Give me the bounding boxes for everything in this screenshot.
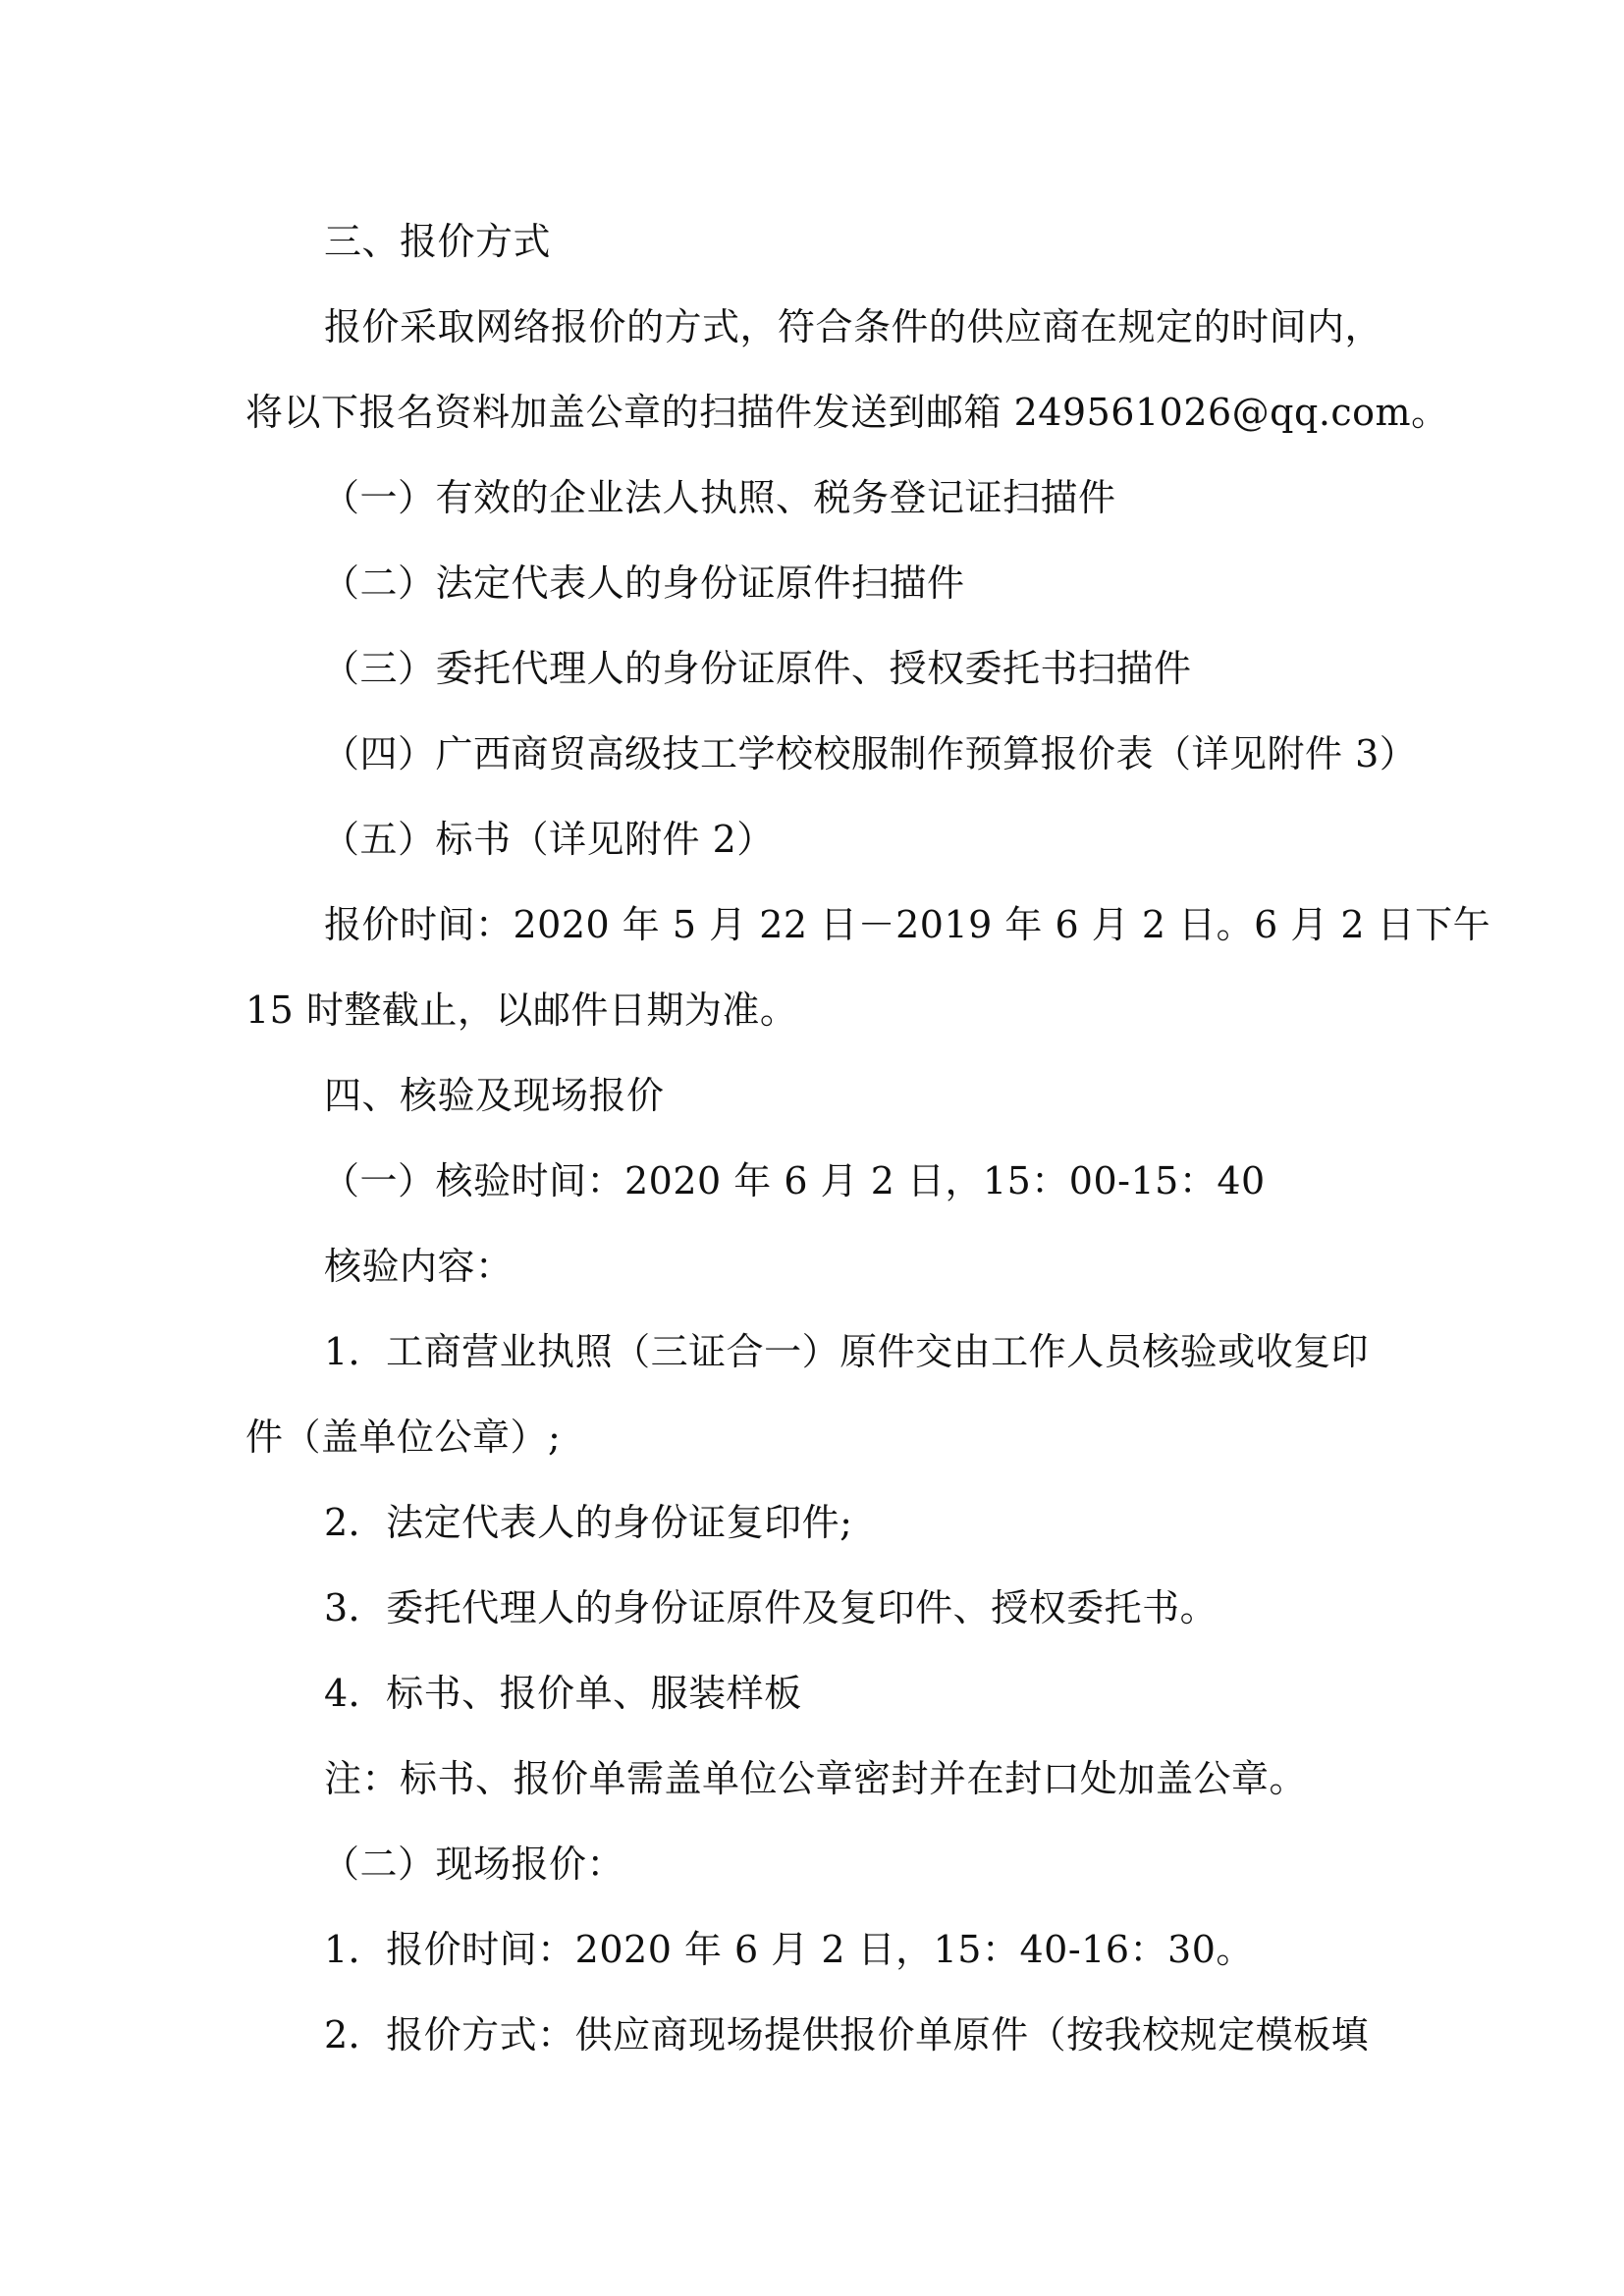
- numbered-item-3: 3．委托代理人的身份证原件及复印件、授权委托书。: [324, 1586, 1218, 1629]
- paragraph-line: 报价采取网络报价的方式，符合条件的供应商在规定的时间内，: [324, 305, 1383, 348]
- numbered-item-2: 2．法定代表人的身份证复印件;: [324, 1501, 853, 1544]
- numbered-item-4: 4．标书、报价单、服装样板: [324, 1672, 802, 1715]
- onsite-item-1: 1．报价时间：2020 年 6 月 2 日，15：40-16：30。: [324, 1928, 1254, 1971]
- verification-content-label: 核验内容：: [324, 1245, 514, 1288]
- verification-time: （一）核验时间：2020 年 6 月 2 日，15：00-15：40: [322, 1159, 1266, 1202]
- numbered-item-1: 1．工商营业执照（三证合一）原件交由工作人员核验或收复印: [324, 1330, 1370, 1373]
- list-item-3: （三）委托代理人的身份证原件、授权委托书扫描件: [322, 647, 1192, 690]
- paragraph-line-email: 将以下报名资料加盖公章的扫描件发送到邮箱 249561026@qq.com。: [245, 391, 1449, 434]
- section-heading-verification: 四、核验及现场报价: [324, 1074, 665, 1117]
- note-line: 注：标书、报价单需盖单位公章密封并在封口处加盖公章。: [324, 1757, 1308, 1800]
- onsite-quote-heading: （二）现场报价：: [322, 1842, 625, 1886]
- quote-time-line: 报价时间：2020 年 5 月 22 日－2019 年 6 月 2 日。6 月 2 日下午: [324, 903, 1491, 946]
- numbered-item-1-continuation: 件（盖单位公章）;: [245, 1415, 562, 1459]
- quote-time-continuation: 15 时整截止，以邮件日期为准。: [245, 988, 798, 1032]
- onsite-item-2: 2．报价方式：供应商现场提供报价单原件（按我校规定模板填: [324, 2013, 1370, 2056]
- list-item-5: （五）标书（详见附件 2）: [322, 818, 775, 861]
- list-item-2: （二）法定代表人的身份证原件扫描件: [322, 561, 965, 605]
- list-item-4: （四）广西商贸高级技工学校校服制作预算报价表（详见附件 3）: [322, 732, 1418, 775]
- section-heading-quote-method: 三、报价方式: [324, 220, 552, 263]
- list-item-1: （一）有效的企业法人执照、税务登记证扫描件: [322, 476, 1116, 519]
